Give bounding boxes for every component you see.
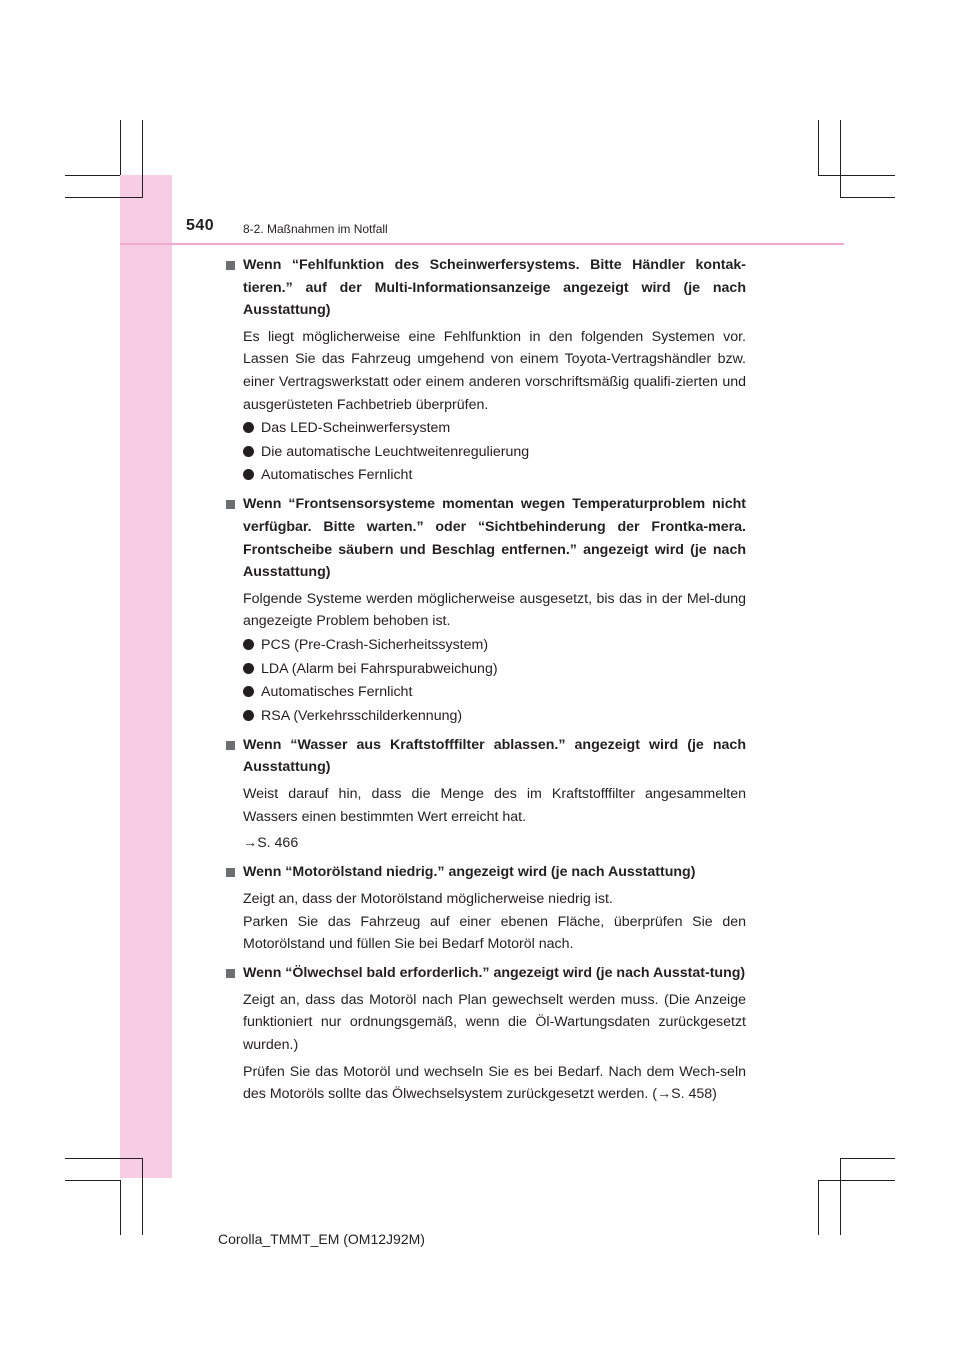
section-title: 8-2. Maßnahmen im Notfall (243, 222, 388, 236)
section-block (224, 254, 746, 487)
section-block (224, 734, 746, 855)
list-item-text: PCS (Pre-Crash-Sicherheitssystem) (261, 637, 489, 653)
paragraph: Weist darauf hin, dass die Menge des im Kraftstofffilter angesammelten Wassers einen bestimmten Wert erreicht hat. (243, 786, 746, 825)
crop-mark (840, 1158, 841, 1235)
section-heading (224, 493, 746, 583)
margin-color-band (120, 175, 172, 1178)
section-heading (224, 254, 746, 322)
crop-mark (840, 197, 895, 198)
crop-mark (818, 1180, 819, 1235)
heading-text: Wenn “Motorölstand niedrig.” angezeigt wird (je nach Ausstattung) (243, 864, 696, 881)
list-item (224, 441, 746, 464)
page-content (224, 254, 746, 1112)
crop-mark (120, 120, 121, 175)
paragraph: Folgende Systeme werden möglicherweise ausgesetzt, bis das in der Mel-dung angezeigte Problem behoben ist. (243, 590, 746, 630)
heading-text: Wenn “Wasser aus Kraftstofffilter ablassen.” angezeigt wird (je nach Ausstattung) (243, 736, 746, 776)
list-item (224, 464, 746, 487)
bullet-dot-icon (243, 710, 254, 721)
list-item-text: LDA (Alarm bei Fahrspurabweichung) (261, 660, 498, 677)
crop-mark (818, 120, 819, 175)
list-item (224, 681, 746, 704)
page-number: 540 (186, 217, 215, 234)
list-item (224, 634, 746, 657)
section-heading (224, 734, 746, 779)
paragraph: Es liegt möglicherweise eine Fehlfunktion in den folgenden Systemen vor. Lassen Sie das Fahrzeug umgehend von einem Toyota-Vertragshändler bzw. einer Vertragswerkstatt oder einem anderen vorschriftsmäßig qualifi-zierten und ausgerüsteten Fachbetrieb überprüfen. (243, 328, 746, 413)
square-bullet-icon (226, 741, 235, 750)
bullet-dot-icon (243, 446, 254, 457)
heading-text: Wenn “Fehlfunktion des Scheinwerfersystems. Bitte Händler kontak-tieren.” auf der Multi-Informationsanzeige angezeigt wird (je nach Ausstattung) (243, 257, 746, 319)
paragraph: Prüfen Sie das Motoröl und wechseln Sie es bei Bedarf. Nach dem Wech-seln des Motoröls sollte das Ölwechselsystem zurückgesetzt werden. (→S. 458) (243, 1063, 746, 1103)
section-block (224, 962, 746, 1106)
crop-mark (818, 175, 895, 176)
section-heading (224, 962, 746, 985)
square-bullet-icon (226, 261, 235, 270)
bullet-dot-icon (243, 639, 254, 650)
list-item-text: Das LED-Scheinwerfersystem (261, 420, 451, 437)
list-item (224, 417, 746, 440)
list-item-text: Automatisches Fernlicht (261, 684, 413, 701)
paragraph: Parken Sie das Fahrzeug auf einer ebenen Fläche, überprüfen Sie den Motorölstand und füllen Sie bei Bedarf Motoröl nach. (243, 913, 746, 953)
bullet-dot-icon (243, 422, 254, 433)
square-bullet-icon (226, 868, 235, 877)
crop-mark (65, 197, 142, 198)
list-item-text: Automatisches Fernlicht (261, 467, 413, 484)
section-block (224, 861, 746, 955)
list-item-text: Die automatische Leuchtweitenregulierung (261, 443, 530, 460)
square-bullet-icon (226, 969, 235, 978)
page-reference-link[interactable]: →S. 466 (243, 835, 299, 852)
heading-text: Wenn “Frontsensorsysteme momentan wegen Temperaturproblem nicht verfügbar. Bitte warten.” oder “Sichtbehinderung der Frontka-mera. Frontscheibe säubern und Beschlag entfernen.” angezeigt wird (je nach Ausstattung) (243, 496, 746, 581)
crop-mark (818, 1180, 895, 1181)
crop-mark (142, 1158, 143, 1235)
list-item-text: RSA (Verkehrsschilderkennung) (261, 707, 463, 724)
crop-mark (65, 1180, 120, 1181)
crop-mark (65, 1158, 142, 1159)
section-heading (224, 861, 746, 884)
section-block (224, 493, 746, 727)
paragraph: Zeigt an, dass das Motoröl nach Plan gewechselt werden muss. (Die Anzeige funktioniert nur ordnungsgemäß, wenn die Öl-Wartungsdaten zurückgesetzt wurden.) (243, 991, 746, 1053)
document-id: Corolla_TMMT_EM (OM12J92M) (218, 1231, 425, 1247)
bullet-dot-icon (243, 686, 254, 697)
list-item (224, 705, 746, 728)
paragraph: Zeigt an, dass der Motorölstand möglicherweise niedrig ist. (243, 890, 613, 907)
bullet-dot-icon (243, 469, 254, 480)
header-divider (120, 243, 844, 245)
crop-mark (840, 120, 841, 198)
bullet-dot-icon (243, 663, 254, 674)
crop-mark (65, 175, 120, 176)
heading-text: Wenn “Ölwechsel bald erforderlich.” angezeigt wird (je nach Ausstat-tung) (243, 965, 746, 982)
crop-mark (840, 1158, 895, 1159)
crop-mark (120, 1180, 121, 1235)
list-item (224, 658, 746, 681)
crop-mark (142, 120, 143, 198)
square-bullet-icon (226, 500, 235, 509)
